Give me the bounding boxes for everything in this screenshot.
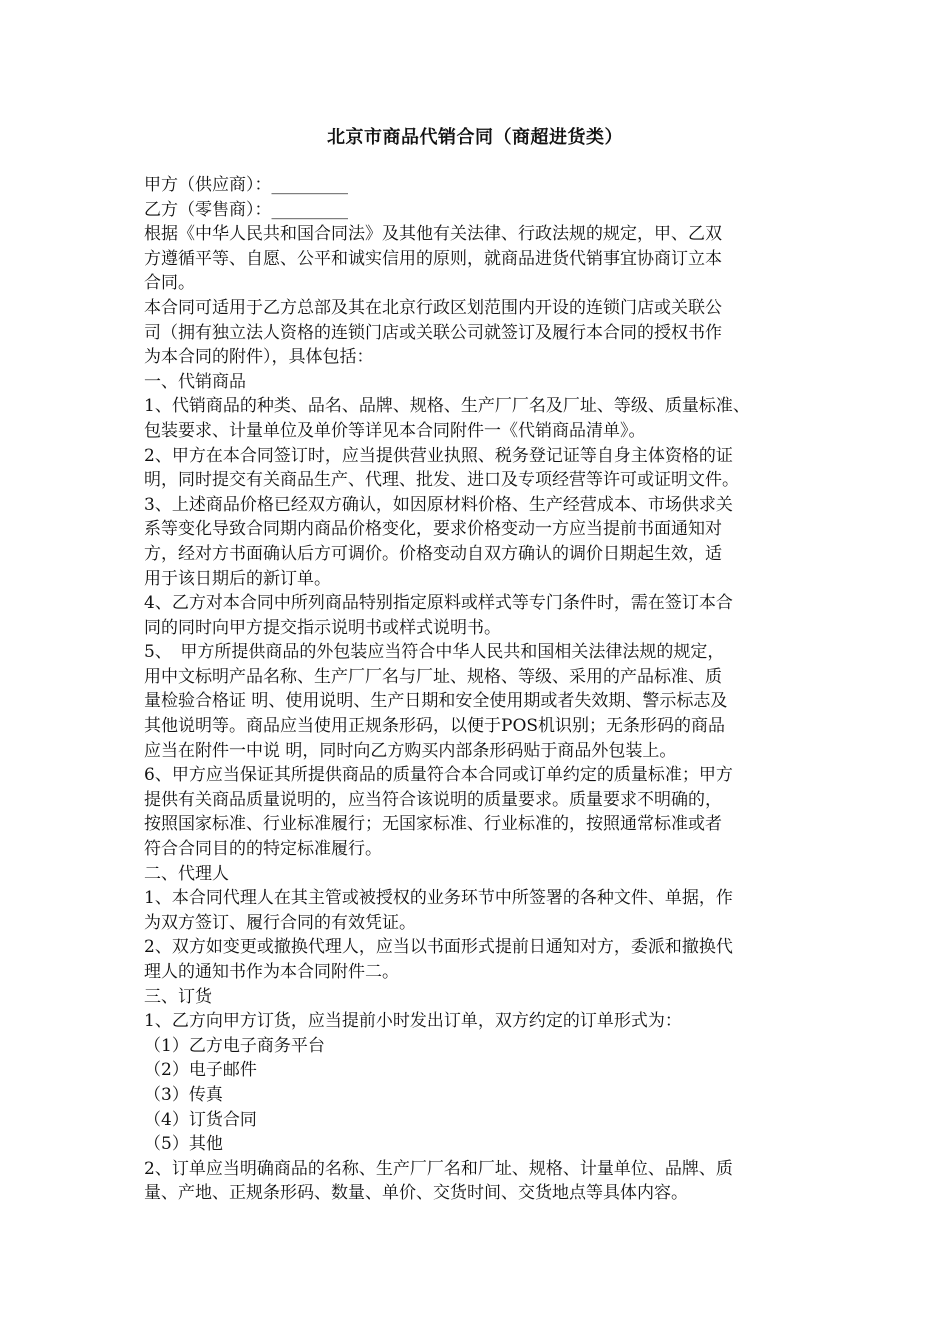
text-line: 包装要求、计量单位及单价等详见本合同附件一《代销商品清单》。	[144, 420, 646, 441]
text-line: 系等变化导致合同期内商品价格变化，要求价格变动一方应当提前书面通知对	[144, 519, 722, 540]
text-line: 方，经对方书面确认后方可调价。价格变动自双方确认的调价日期起生效，适	[144, 543, 722, 564]
text-line: 用中文标明产品名称、生产厂厂名与厂址、规格、等级、采用的产品标准、质	[144, 666, 722, 687]
text-line: 同的同时向甲方提交指示说明书或样式说明书。	[144, 617, 501, 638]
contract-text	[144, 222, 828, 1206]
document-title: 北京市商品代销合同（商超进货类）	[327, 127, 623, 148]
text-line: 1、本合同代理人在其主管或被授权的业务环节中所签署的各种文件、单据，作	[144, 888, 733, 909]
text-line: 符合合同目的的特定标准履行。	[144, 839, 382, 860]
text-line: 其他说明等。商品应当使用正规条形码，以便于POS机识别；无条形码的商品	[144, 716, 726, 737]
text-line: 2、甲方在本合同签订时，应当提供营业执照、税务登记证等自身主体资格的证	[144, 445, 733, 466]
text-line: 用于该日期后的新订单。	[144, 568, 331, 589]
text-line: 应当在附件一中说 明，同时向乙方购买内部条形码贴于商品外包装上。	[144, 740, 677, 761]
document-body	[144, 173, 828, 1206]
text-line: 5、 甲方所提供商品的外包装应当符合中华人民共和国相关法律法规的规定，	[144, 642, 725, 663]
text-line: 提供有关商品质量说明的，应当符合该说明的质量要求。质量要求不明确的，	[144, 789, 722, 810]
text-line: 司（拥有独立法人资格的连锁门店或关联公司就签订及履行本合同的授权书作	[144, 322, 722, 343]
text-line: 2、订单应当明确商品的名称、生产厂厂名和厂址、规格、计量单位、品牌、质	[144, 1158, 733, 1179]
text-line: 6、甲方应当保证其所提供商品的质量符合本合同或订单约定的质量标准；甲方	[144, 765, 733, 786]
text-line: 1、乙方向甲方订货，应当提前小时发出订单，双方约定的订单形式为：	[144, 1011, 682, 1032]
list-item: （1）乙方电子商务平台	[144, 1035, 325, 1056]
text-line: 合同。	[144, 273, 195, 294]
text-line: 3、上述商品价格已经双方确认，如因原材料价格、生产经营成本、市场供求关	[144, 494, 733, 515]
text-line: 量、产地、正规条形码、数量、单价、交货时间、交货地点等具体内容。	[144, 1183, 688, 1204]
list-item: （2）电子邮件	[144, 1060, 257, 1081]
party-b-line: 乙方（零售商）：_________	[144, 199, 348, 220]
text-line: 方遵循平等、自愿、公平和诚实信用的原则，就商品进货代销事宜协商订立本	[144, 248, 722, 269]
section-heading: 一、代销商品	[144, 371, 246, 392]
text-line: 4、乙方对本合同中所列商品特别指定原料或样式等专门条件时，需在签订本合	[144, 593, 733, 614]
text-line: 理人的通知书作为本合同附件二。	[144, 962, 399, 982]
text-line: 本合同可适用于乙方总部及其在北京行政区划范围内开设的连锁门店或关联公	[144, 297, 722, 318]
list-item: （5）其他	[144, 1134, 223, 1155]
text-line: 2、双方如变更或撤换代理人，应当以书面形式提前日通知对方，委派和撤换代	[144, 937, 733, 958]
section-heading: 二、代理人	[144, 863, 229, 884]
text-line: 量检验合格证 明、使用说明、生产日期和安全使用期或者失效期、警示标志及	[144, 691, 728, 712]
party-a-line: 甲方（供应商）：_________	[144, 175, 348, 195]
list-item: （4）订货合同	[144, 1109, 257, 1130]
text-line: 根据《中华人民共和国合同法》及其他有关法律、行政法规的规定，甲、乙双	[144, 224, 722, 245]
text-line: 明，同时提交有关商品生产、代理、批发、进口及专项经营等许可或证明文件。	[144, 470, 739, 491]
text-line: 为本合同的附件），具体包括：	[144, 347, 374, 368]
text-line: 为双方签订、履行合同的有效凭证。	[144, 912, 416, 933]
list-item: （3）传真	[144, 1084, 223, 1105]
text-line: 按照国家标准、行业标准履行；无国家标准、行业标准的，按照通常标准或者	[144, 814, 722, 835]
text-line: 1、代销商品的种类、品名、品牌、规格、生产厂厂名及厂址、等级、质量标准、	[144, 396, 750, 417]
section-heading: 三、订货	[144, 986, 212, 1007]
